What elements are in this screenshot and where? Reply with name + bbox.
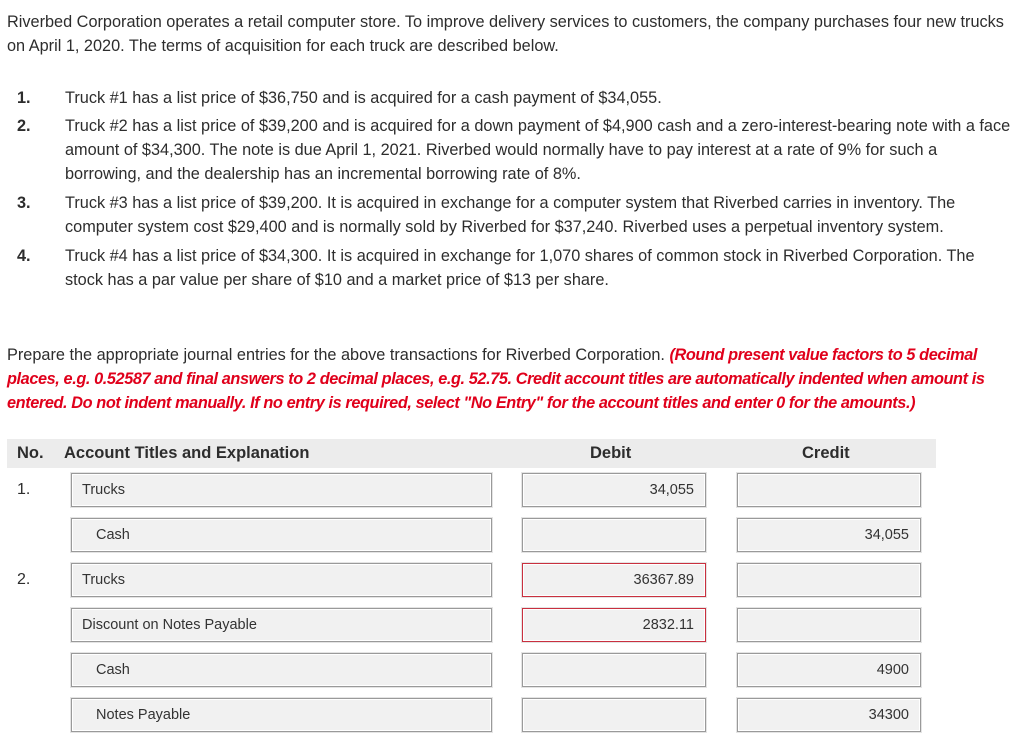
- credit-input[interactable]: 4900: [737, 653, 921, 687]
- rounding-instructions: (Round present value factors to 5 decimal places, e.g. 0.52587 and final answers to 2 decimal places, e.g. 52.75. Credit account titles are automatically indented when amount is entered. Do not indent manually. If no entry is required, select "No Entry" for the account titles and enter 0 for the amounts.): [7, 346, 985, 412]
- list-item-number: 4.: [17, 247, 31, 265]
- credit-input[interactable]: [737, 608, 921, 642]
- account-title-input[interactable]: Cash: [71, 653, 492, 687]
- credit-input[interactable]: [737, 563, 921, 597]
- list-item-number: 3.: [17, 194, 31, 212]
- entry-number: 2.: [17, 571, 31, 588]
- account-title-input[interactable]: Trucks: [71, 473, 492, 507]
- entry-number: 1.: [17, 481, 31, 498]
- debit-input[interactable]: 36367.89: [522, 563, 706, 597]
- list-item-text: Truck #3 has a list price of $39,200. It is acquired in exchange for a computer system that Riverbed carries in inventory. The computer system cost $29,400 and is normally sold by Riverbed for $37,240. Riverbed uses a perpetual inventory system.: [65, 194, 956, 236]
- list-item-number: 1.: [17, 89, 31, 107]
- debit-input[interactable]: [522, 518, 706, 552]
- list-item-text: Truck #1 has a list price of $36,750 and is acquired for a cash payment of $34,055.: [65, 89, 662, 107]
- account-title-input[interactable]: Discount on Notes Payable: [71, 608, 492, 642]
- account-title-input[interactable]: Cash: [71, 518, 492, 552]
- header-no: No.: [17, 444, 44, 462]
- account-title-input[interactable]: Trucks: [71, 563, 492, 597]
- list-item-text: Truck #4 has a list price of $34,300. It is acquired in exchange for 1,070 shares of common stock in Riverbed Corporation. The stock has a par value per share of $10 and a market price of $13 per share.: [65, 247, 975, 289]
- header-credit: Credit: [802, 444, 850, 462]
- list-item-number: 2.: [17, 117, 31, 135]
- list-item-text: Truck #2 has a list price of $39,200 and is acquired for a down payment of $4,900 cash and a zero-interest-bearing note with a face amount of $34,300. The note is due April 1, 2021. Riverbed would normally have to pay interest at a rate of 9% for such a borrowing, and the dealership has an incremental borrowing rate of 8%.: [65, 117, 1011, 183]
- credit-input[interactable]: 34,055: [737, 518, 921, 552]
- problem-intro: Riverbed Corporation operates a retail computer store. To improve delivery services to customers, the company purchases four new trucks on April 1, 2020. The terms of acquisition for each truck are described below.: [7, 13, 1004, 55]
- debit-input[interactable]: 34,055: [522, 473, 706, 507]
- debit-input[interactable]: 2832.11: [522, 608, 706, 642]
- instructions-paragraph: [7, 343, 1019, 415]
- credit-input[interactable]: [737, 473, 921, 507]
- header-debit: Debit: [590, 444, 632, 462]
- debit-input[interactable]: [522, 653, 706, 687]
- account-title-input[interactable]: Notes Payable: [71, 698, 492, 732]
- credit-input[interactable]: 34300: [737, 698, 921, 732]
- header-account: Account Titles and Explanation: [64, 444, 310, 462]
- prompt-text: Prepare the appropriate journal entries for the above transactions for Riverbed Corporation.: [7, 346, 670, 364]
- debit-input[interactable]: [522, 698, 706, 732]
- journal-table-header: [7, 439, 936, 468]
